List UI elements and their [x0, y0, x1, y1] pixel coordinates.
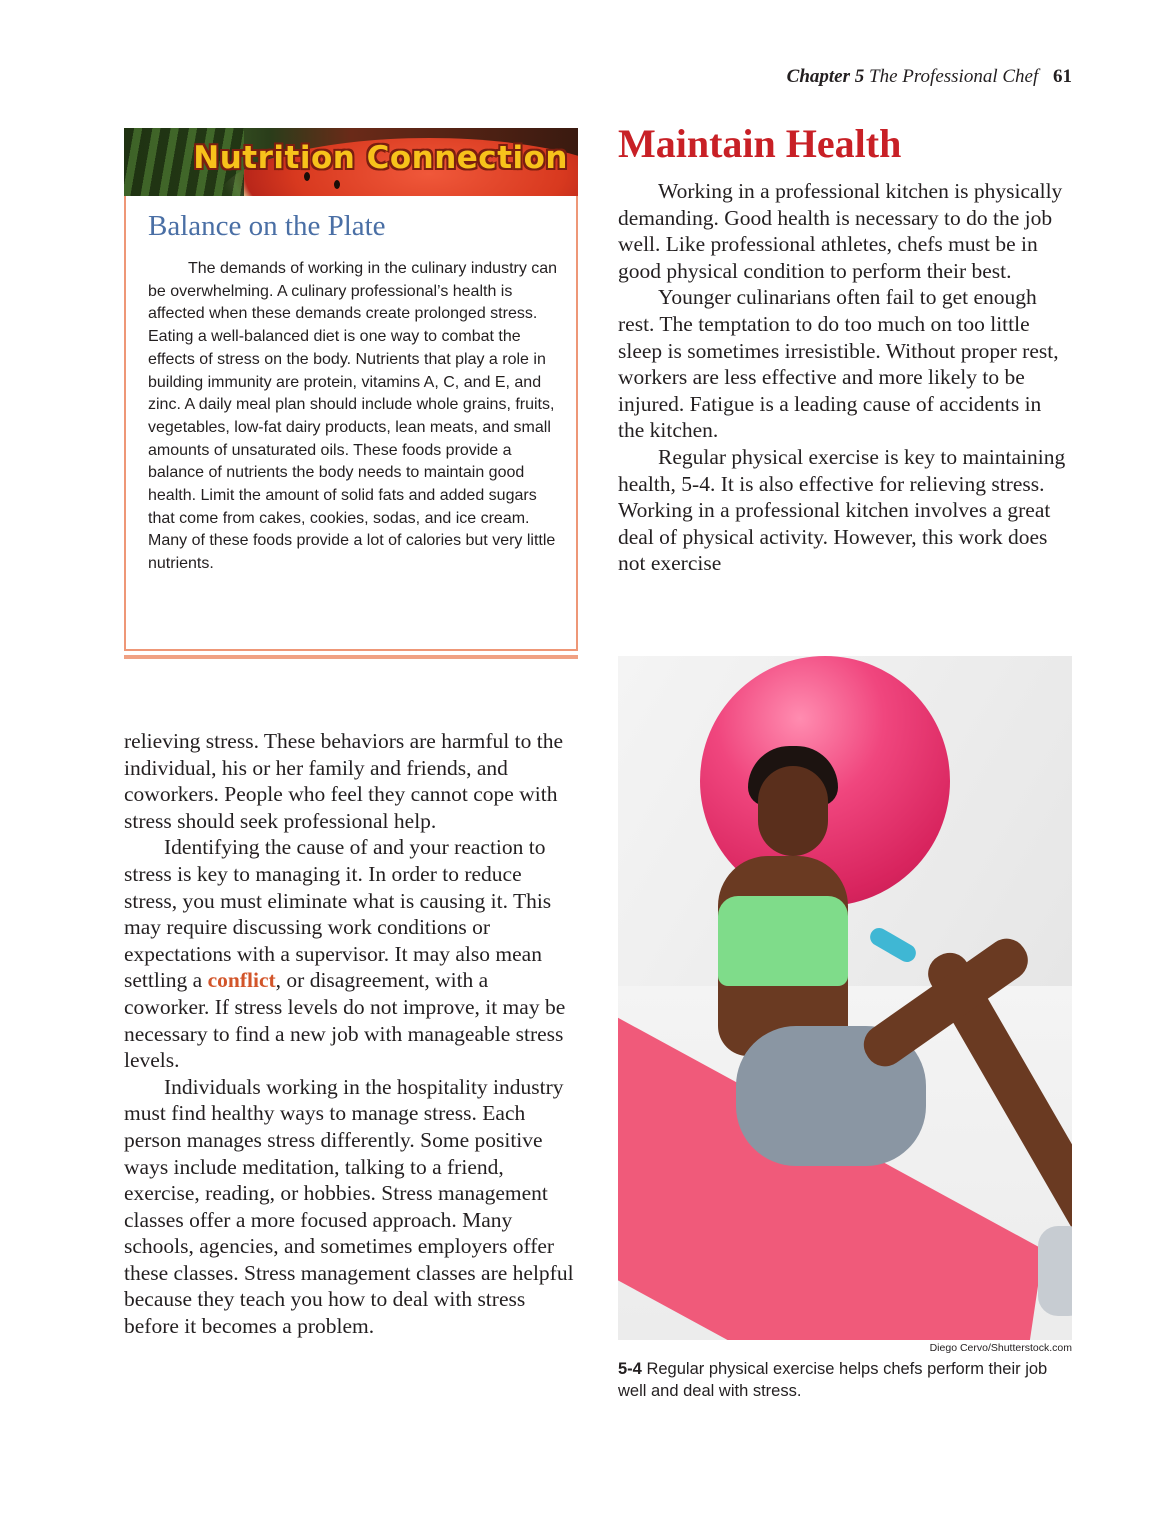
- nutrition-connection-sidebar: [124, 128, 578, 658]
- body-paragraph: Regular physical exercise is key to maintaining health, 5-4. It is also effective for relieving stress. Working in a professional kitchen involves a great deal of physical activity. However, this work does not exercise: [618, 444, 1066, 576]
- chapter-title: The Professional Chef: [869, 66, 1039, 87]
- section-heading: Maintain Health: [618, 121, 902, 166]
- green-sports-top: [718, 896, 848, 986]
- figure-caption-text: Regular physical exercise helps chefs perform their job well and deal with stress.: [618, 1360, 1048, 1400]
- page-number: 61: [1053, 66, 1072, 87]
- paragraph-text: Identifying the cause of and your reaction to stress is key to managing it. In order to reduce stress, you must eliminate what is causing it. This may require discussing work conditions or expectations with a supervisor. It may also mean settling a: [124, 835, 552, 993]
- sidebar-bottom-rule: [124, 655, 578, 659]
- left-column-text: [124, 728, 578, 1340]
- sidebar-paragraph: The demands of working in the culinary industry can be overwhelming. A culinary professional’s health is affected when these demands create prolonged stress. Eating a well-balanced diet is one way to combat the effects of stress on the body. Nutrients that play a role in building immunity are protein, vitamins A, C, and E, and zinc. A daily meal plan should include whole grains, fruits, vegetables, low-fat dairy products, lean meats, and small amounts of unsaturated oils. These foods provide a balance of nutrients the body needs to maintain good health. Limit the amount of solid fats and added sugars that come from cakes, cookies, sodas, and ice cream. Many of these foods provide a lot of calories but very little nutrients.: [148, 260, 558, 573]
- body-paragraph: Working in a professional kitchen is physically demanding. Good health is necessary to do the job well. Like professional athletes, chefs must be in good physical condition to perform their best.: [618, 179, 1063, 283]
- sidebar-banner-title: Nutrition Connection: [193, 140, 568, 176]
- figure-number: 5-4: [618, 1360, 642, 1378]
- watermelon-seed: [334, 180, 340, 189]
- sidebar-heading: Balance on the Plate: [148, 210, 386, 242]
- body-paragraph: Individuals working in the hospitality industry must find healthy ways to manage stress. Each person manages stress differently. Some positive ways include meditation, talking to a friend, exercise, reading, or hobbies. Stress management classes offer a more focused approach. Many schools, agencies, and sometimes employers offer these classes. Stress management classes are helpful because they teach you how to deal with stress before it becomes a problem.: [124, 1074, 574, 1339]
- woman-face: [758, 766, 828, 856]
- sidebar-banner: [124, 128, 578, 196]
- body-paragraph: [124, 834, 578, 1073]
- glossary-term-conflict: conflict: [207, 968, 276, 993]
- sidebar-body: [148, 258, 558, 576]
- chapter-label: Chapter 5: [786, 66, 865, 87]
- paragraph-text: , or disagreement, with a coworker. If stress levels do not improve, it may be necessary to find a new job with manageable stress levels.: [124, 968, 566, 1073]
- body-paragraph: relieving stress. These behaviors are harmful to the individual, his or her family and friends, and coworkers. People who feel they cannot cope with stress should seek professional help.: [124, 729, 564, 833]
- exercise-photo: [618, 656, 1072, 1340]
- sneaker: [1038, 1226, 1072, 1316]
- body-paragraph: Younger culinarians often fail to get enough rest. The temptation to do too much on too little sleep is sometimes irresistible. Without proper rest, workers are less effective and more likely to be injured. Fatigue is a leading cause of accidents in the kitchen.: [618, 285, 1059, 443]
- photo-credit: Diego Cervo/Shutterstock.com: [929, 1342, 1072, 1354]
- running-head: [787, 66, 1072, 88]
- right-column-text: [618, 178, 1072, 577]
- figure-caption: [618, 1358, 1072, 1402]
